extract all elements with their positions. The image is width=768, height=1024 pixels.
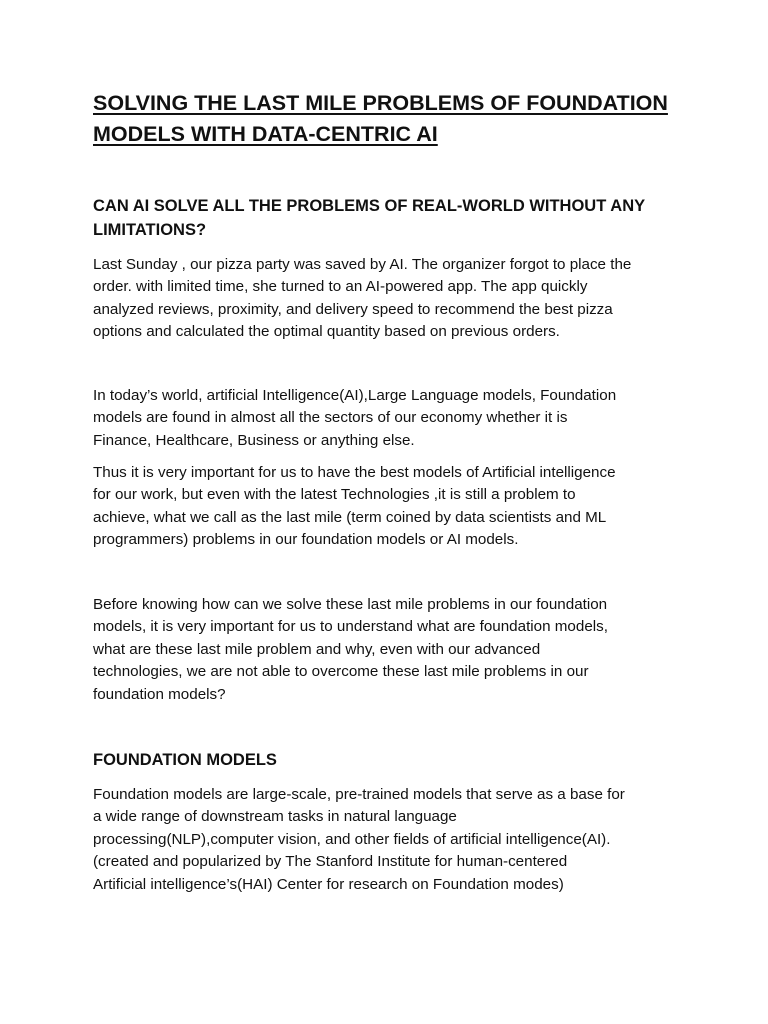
paragraph-line: models, it is very important for us to understand what are foundation models, — [93, 618, 608, 636]
paragraph-line: models are found in almost all the sectors of our economy whether it is — [93, 409, 568, 427]
paragraph-line: (created and popularized by The Stanford Institute for human-centered — [93, 853, 568, 871]
paragraph-line: Finance, Healthcare, Business or anything else. — [93, 431, 415, 449]
paragraph-line: foundation models? — [93, 685, 226, 703]
section-heading-line: CAN AI SOLVE ALL THE PROBLEMS OF REAL-WORLD WITHOUT ANY — [93, 197, 646, 215]
paragraph-last-mile — [93, 462, 683, 552]
paragraph-line: analyzed reviews, proximity, and delivery speed to recommend the best pizza — [93, 300, 613, 318]
paragraph-pizza-party — [93, 254, 683, 344]
paragraph-todays-world — [93, 385, 683, 452]
paragraph-line: Before knowing how can we solve these last mile problems in our foundation — [93, 596, 608, 613]
paragraph-line: order. with limited time, she turned to an AI-powered app. The app quickly — [93, 278, 588, 296]
section-heading-foundation-models — [93, 748, 693, 772]
paragraph-line: options and calculated the optimal quantity based on previous orders. — [93, 323, 560, 341]
paragraph-line: Thus it is very important for us to have the best models of Artificial intelligence — [93, 464, 616, 481]
paragraph-line: Artificial intelligence’s(HAI) Center for research on Foundation modes) — [93, 875, 564, 893]
paragraph-before-knowing — [93, 594, 683, 706]
section-heading-line: FOUNDATION MODELS — [93, 751, 277, 769]
paragraph-line: achieve, what we call as the last mile (term coined by data scientists and ML — [93, 508, 607, 526]
paragraph-line: what are these last mile problem and why, even with our advanced — [93, 640, 541, 658]
paragraph-line: programmers) problems in our foundation models or AI models. — [93, 531, 519, 549]
paragraph-line: processing(NLP),computer vision, and other fields of artificial intelligence(AI). — [93, 830, 611, 848]
document-title-line: SOLVING THE LAST MILE PROBLEMS OF FOUNDATION — [93, 91, 668, 115]
document-title-line: MODELS WITH DATA-CENTRIC AI — [93, 122, 438, 146]
paragraph-line: a wide range of downstream tasks in natural language — [93, 808, 457, 826]
paragraph-line: for our work, but even with the latest Technologies ,it is still a problem to — [93, 486, 576, 504]
section-heading-ai-limitations — [93, 194, 693, 242]
paragraph-foundation-definition — [93, 784, 683, 896]
paragraph-line: Foundation models are large-scale, pre-trained models that serve as a base for — [93, 786, 625, 803]
paragraph-line: Last Sunday , our pizza party was saved by AI. The organizer forgot to place the — [93, 256, 632, 273]
paragraph-line: technologies, we are not able to overcome these last mile problems in our — [93, 663, 589, 681]
paragraph-line: In today’s world, artificial Intelligence(AI),Large Language models, Foundation — [93, 387, 617, 404]
section-heading-line: LIMITATIONS? — [93, 221, 207, 239]
document-title — [93, 88, 693, 150]
